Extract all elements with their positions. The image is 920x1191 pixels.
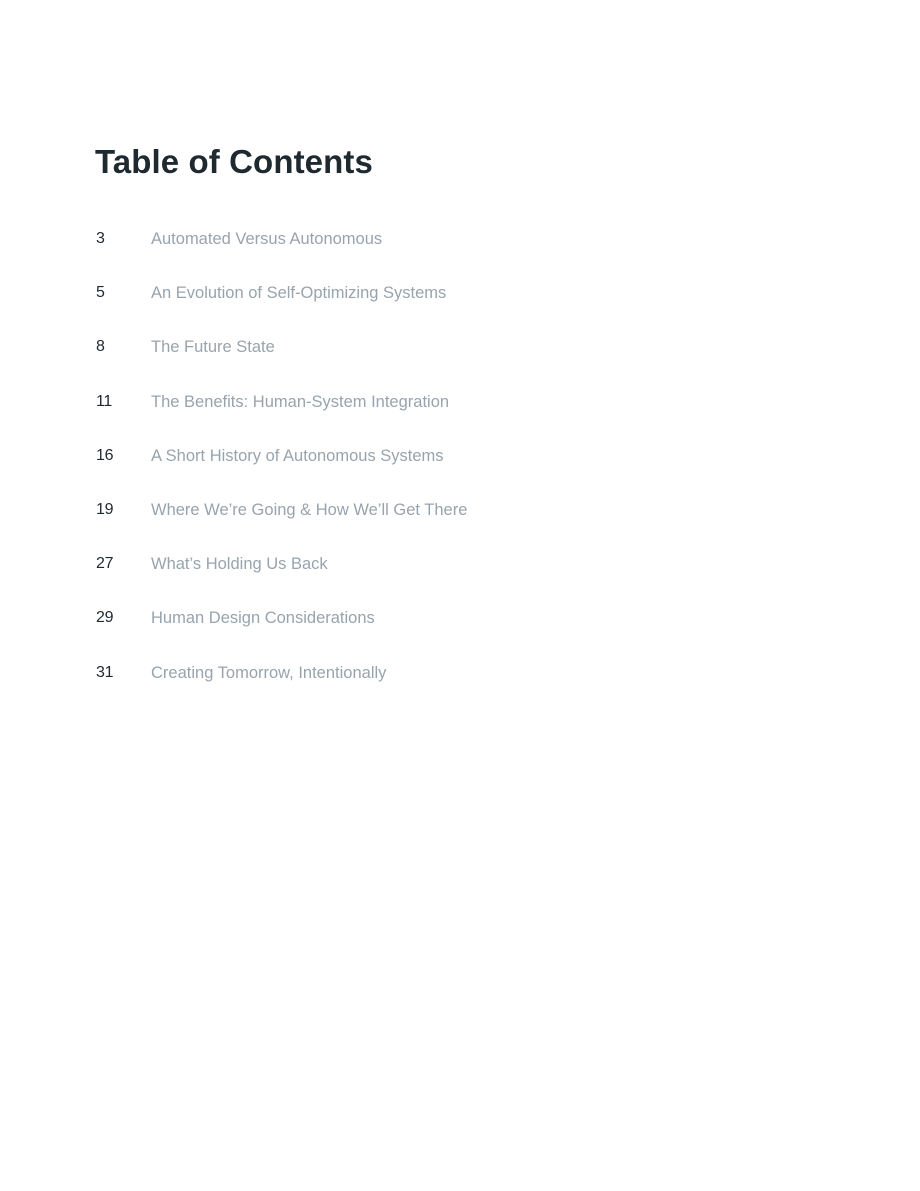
toc-entry[interactable] [96,499,696,553]
toc-entry-title: The Benefits: Human-System Integration [151,392,450,411]
toc-entry[interactable] [96,445,696,499]
page-title: Table of Contents [95,143,373,180]
toc-entry-title: Human Design Considerations [151,609,375,628]
toc-entry[interactable] [96,336,696,390]
toc-entry[interactable] [96,662,696,716]
toc-entry-title: The Future State [151,338,275,357]
toc-entry-title: An Evolution of Self-Optimizing Systems [151,284,447,303]
toc-entry-title: Creating Tomorrow, Intentionally [151,663,387,682]
toc-entry-title: A Short History of Autonomous Systems [151,446,444,465]
toc-page-number: 27 [96,555,114,573]
toc-entry-title: Where We’re Going & How We’ll Get There [151,500,468,519]
toc-entry[interactable] [96,607,696,661]
toc-entry-title: What’s Holding Us Back [151,555,328,574]
toc-page-number: 8 [96,338,105,356]
toc-entry-title: Automated Versus Autonomous [151,230,383,248]
toc-page-number: 19 [96,500,114,518]
toc-entry[interactable] [96,553,696,607]
toc-page-number: 16 [96,446,114,464]
toc-page-number: 5 [96,284,105,302]
toc-page-number: 31 [96,663,114,681]
toc-entry[interactable] [96,282,696,336]
toc-page-number: 29 [96,609,114,627]
toc-list [96,228,696,716]
toc-page-number: 11 [96,392,113,410]
toc-entry[interactable] [96,391,696,445]
toc-page-number: 3 [96,230,105,247]
toc-entry[interactable] [96,228,696,282]
